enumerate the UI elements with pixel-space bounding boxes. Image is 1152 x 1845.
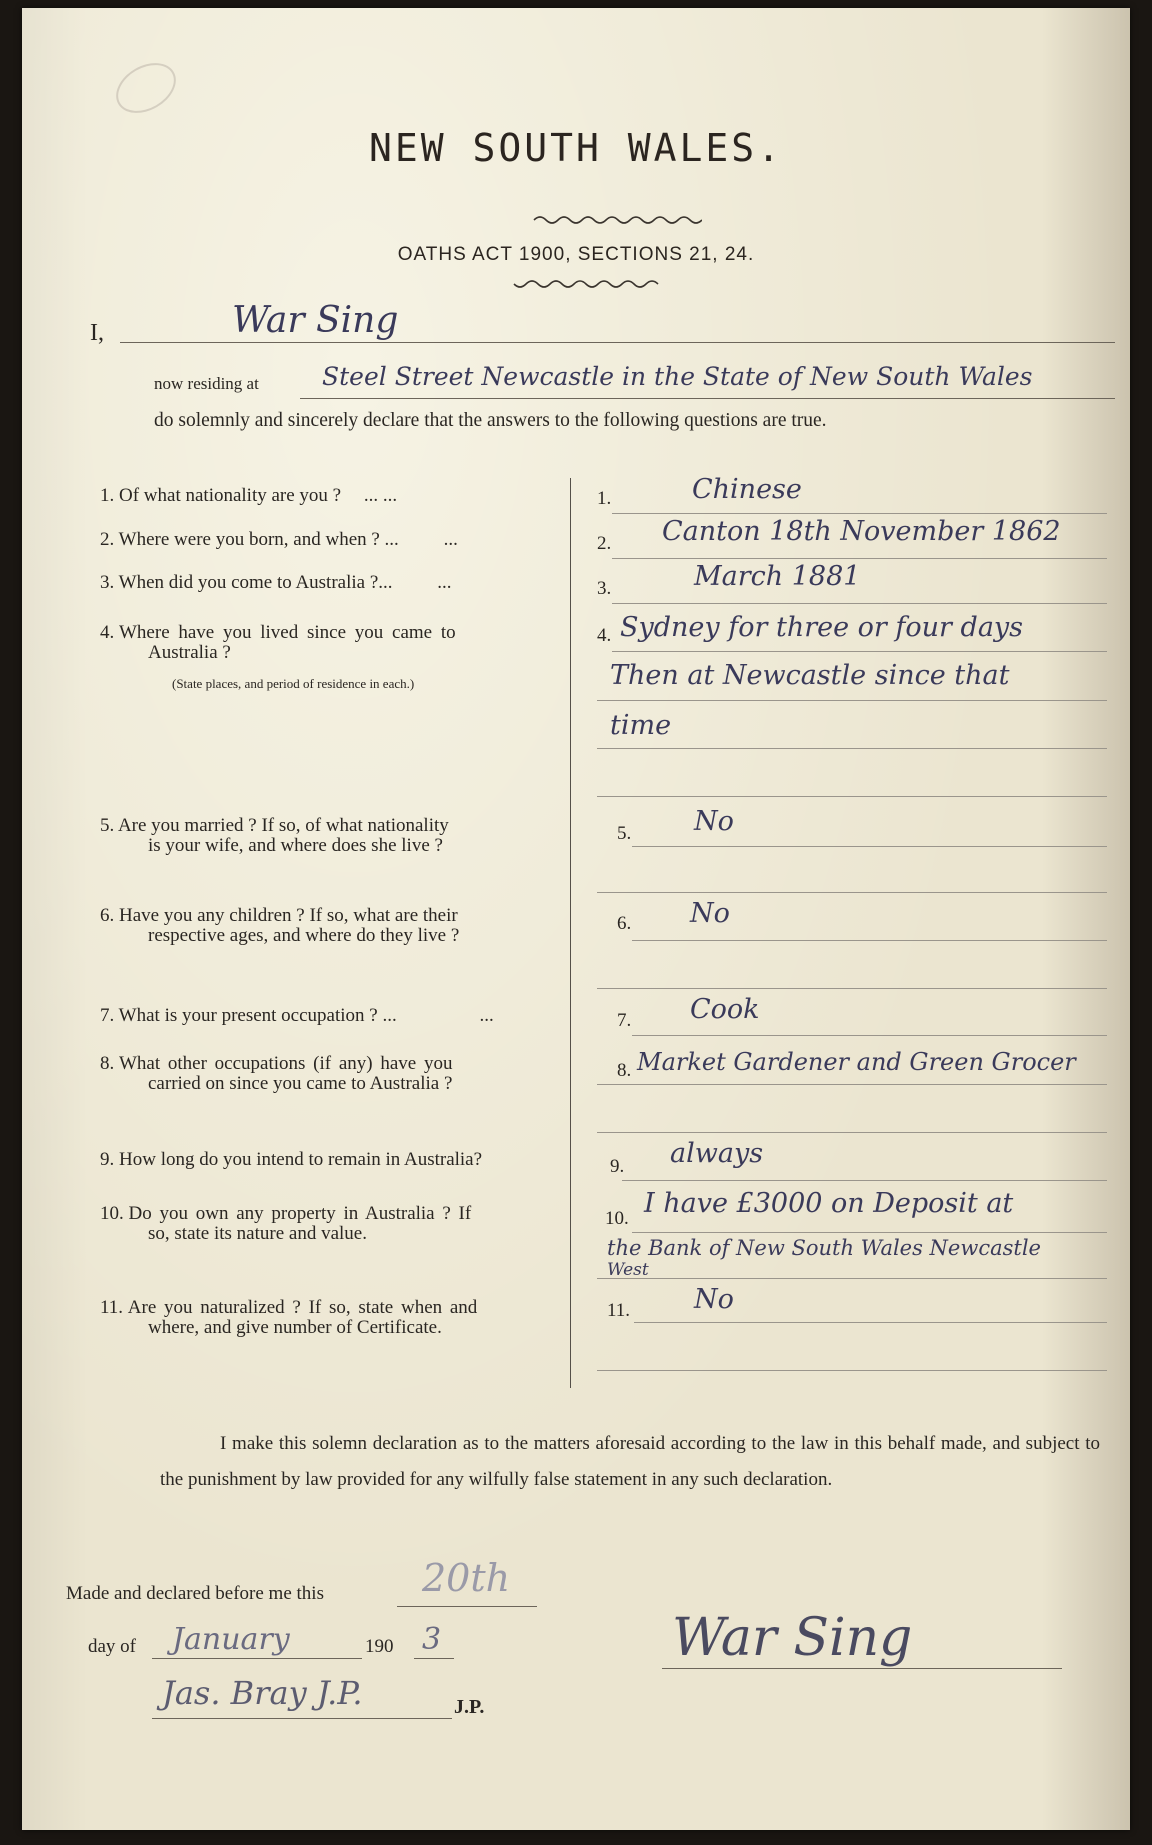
answer-11: No (694, 1284, 734, 1315)
question-7 (100, 1006, 494, 1026)
answer-10-line-2: the Bank of New South Wales Newcastle (607, 1236, 1041, 1260)
question-5 (100, 816, 449, 856)
answer-number: 2. (597, 533, 612, 554)
answer-number: 8. (617, 1060, 632, 1081)
state-title: NEW SOUTH WALES. (368, 126, 784, 170)
question-6 (100, 906, 459, 946)
question-9 (100, 1150, 482, 1170)
jp-signature-line (152, 1718, 452, 1719)
answer-line (597, 1132, 1107, 1133)
question-11 (100, 1298, 477, 1338)
answer-line (632, 1232, 1107, 1233)
answer-4-line-1: Sydney for three or four days (620, 612, 1024, 643)
i-label: I, (90, 320, 104, 346)
answer-number: 3. (597, 578, 612, 599)
question-number: 7. (100, 1005, 115, 1026)
day-line (397, 1606, 537, 1607)
question-text: When did you come to Australia ?... (118, 572, 393, 593)
question-dots: ... (479, 1005, 494, 1026)
residence-line (300, 398, 1115, 399)
answer-line (597, 700, 1107, 701)
question-2 (100, 530, 458, 550)
residing-label: now residing at (154, 374, 259, 393)
name-line (120, 342, 1115, 343)
question-text-continued: carried on since you came to Australia ? (148, 1073, 453, 1094)
question-number: 4. (100, 622, 115, 643)
question-number: 9. (100, 1149, 115, 1170)
question-text: Do you own any property in Australia ? If (128, 1203, 472, 1224)
question-number: 2. (100, 529, 115, 550)
answer-line (597, 1084, 1107, 1085)
jp-label: J.P. (454, 1696, 485, 1718)
answer-10-line-1: I have £3000 on Deposit at (644, 1188, 1014, 1219)
question-text: What is your present occupation ? ... (118, 1005, 397, 1026)
month-line (152, 1658, 362, 1659)
declarant-signature-line (662, 1668, 1062, 1669)
question-number: 8. (100, 1053, 115, 1074)
answer-line (612, 651, 1107, 652)
answer-5: No (694, 806, 734, 837)
year-prefix: 190 (365, 1636, 394, 1657)
question-text-continued: so, state its nature and value. (148, 1223, 367, 1244)
question-text-continued: is your wife, and where does she live ? (148, 835, 443, 856)
answer-line (597, 748, 1107, 749)
declarant-name: War Sing (232, 300, 399, 341)
question-8 (100, 1054, 453, 1094)
answer-2: Canton 18th November 1862 (662, 516, 1061, 547)
answer-number: 7. (617, 1010, 632, 1031)
question-10 (100, 1204, 471, 1244)
month-value: January (172, 1622, 290, 1657)
answer-number: 10. (605, 1208, 629, 1229)
answer-4-line-3: time (610, 710, 672, 741)
question-text-continued: Australia ? (148, 642, 231, 663)
question-number: 5. (100, 815, 115, 836)
question-4 (100, 623, 570, 663)
answer-line (612, 603, 1107, 604)
question-number: 1. (100, 485, 115, 506)
question-dots: ... ... (363, 485, 398, 506)
question-text-continued: where, and give number of Certificate. (148, 1317, 442, 1338)
answer-number: 9. (610, 1156, 625, 1177)
answer-line (597, 796, 1107, 797)
year-value: 3 (422, 1622, 442, 1657)
answer-10-line-3: West (607, 1260, 649, 1280)
answer-3: March 1881 (694, 561, 861, 592)
declaration-statement: I make this solemn declaration as to the matters aforesaid according to the law in this behalf made, and subject to the punishment by law provided for any wilfully false statement in any such declaration. (160, 1433, 1100, 1490)
answer-line (622, 1180, 1107, 1181)
question-number: 11. (100, 1297, 124, 1318)
question-text-continued: respective ages, and where do they live ? (148, 925, 460, 946)
declarant-signature: War Sing (672, 1608, 913, 1668)
answer-6: No (690, 898, 730, 929)
question-text: Where have you lived since you came to (119, 622, 456, 643)
question-4-note: (State places, and period of residence in each.) (172, 676, 415, 691)
answer-line (597, 988, 1107, 989)
answer-line (597, 1278, 1107, 1279)
question-text: How long do you intend to remain in Australia? (119, 1149, 483, 1170)
jp-signature: Jas. Bray J.P. (162, 1674, 363, 1712)
answer-number: 1. (597, 488, 612, 509)
answer-line (597, 892, 1107, 893)
answer-line (612, 513, 1107, 514)
made-declared-label: Made and declared before me this (66, 1583, 324, 1604)
question-dots: ... (443, 529, 458, 550)
title-flourish-top (532, 212, 702, 226)
question-text: Of what nationality are you ? (119, 485, 342, 506)
question-dots: ... (437, 572, 452, 593)
day-value: 20th (422, 1556, 511, 1600)
answer-9: always (670, 1138, 764, 1169)
answer-number: 11. (607, 1300, 631, 1321)
question-number: 6. (100, 905, 115, 926)
year-line (414, 1658, 454, 1659)
answer-number: 5. (617, 823, 632, 844)
answer-line (632, 846, 1107, 847)
answer-line (632, 1035, 1107, 1036)
declare-text: do solemnly and sincerely declare that the answers to the following questions are true. (154, 410, 827, 431)
question-text: Are you naturalized ? If so, state when and (127, 1297, 478, 1318)
answer-7: Cook (690, 994, 760, 1025)
question-text: Are you married ? If so, of what nationality (117, 815, 449, 836)
answer-1: Chinese (692, 474, 802, 505)
answer-8: Market Gardener and Green Grocer (637, 1048, 1076, 1076)
question-text: What other occupations (if any) have you (119, 1053, 453, 1074)
declaration-page (22, 8, 1130, 1830)
question-1 (100, 486, 397, 506)
column-divider (570, 478, 571, 1388)
day-of-label: day of (88, 1636, 137, 1657)
question-3 (100, 573, 452, 593)
question-number: 10. (100, 1203, 124, 1224)
answer-number: 4. (597, 625, 612, 646)
corner-stamp (107, 53, 184, 123)
residence-value: Steel Street Newcastle in the State of New South Wales (322, 362, 1033, 391)
title-flourish-bottom (512, 278, 662, 292)
answer-number: 6. (617, 913, 632, 934)
answer-line (632, 940, 1107, 941)
answer-line (634, 1322, 1107, 1323)
question-text: Where were you born, and when ? ... (118, 529, 399, 550)
answer-line (612, 558, 1107, 559)
act-title: OATHS ACT 1900, SECTIONS 21, 24. (397, 244, 755, 265)
answer-line (597, 1370, 1107, 1371)
question-number: 3. (100, 572, 115, 593)
answer-4-line-2: Then at Newcastle since that (610, 660, 1010, 691)
question-text: Have you any children ? If so, what are their (119, 905, 458, 926)
